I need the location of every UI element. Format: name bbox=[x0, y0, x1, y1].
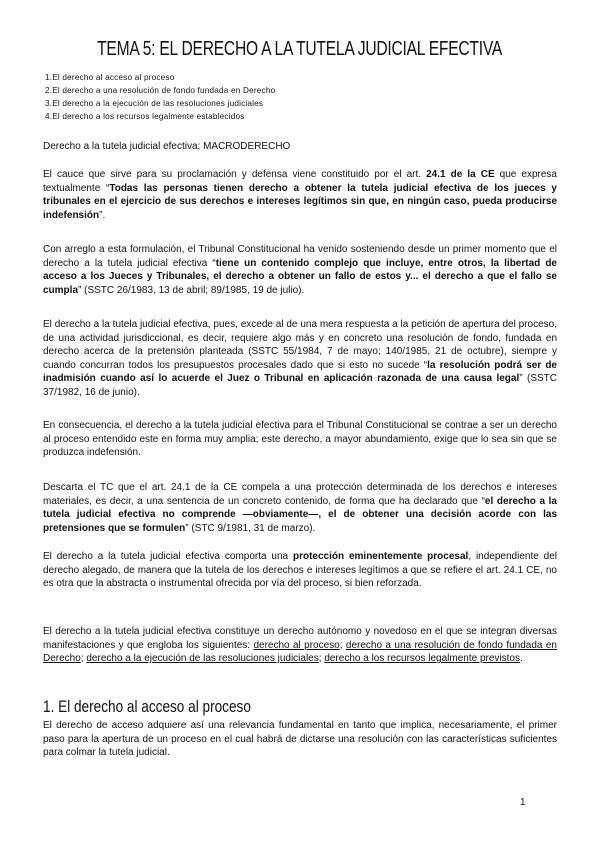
paragraph-proteccion-procesal: El derecho a la tutela judicial efectiva comporta una protección eminentemente procesal, independiente del derecho alegado, de manera que la tutela de los derechos e intereses legítimos a que se refiere el art. 24.1 CE, no es otra que la abstracta o instrumental ofrecida por vía del proceso, si bien reforzada. bbox=[43, 551, 557, 590]
paragraph-tc-doctrine: Con arreglo a esta formulación, el Tribunal Constitucional ha venido sosteniendo desde un primer momento que el derecho a la tutela judicial efectiva “tiene un contenido complejo que incluye, entre otros, la libertad de acceso a los Jueces y Tribunales, el derecho a obtener un fallo de estos y... el derecho a que el fallo se cumpla” (SSTC 26/1983, 13 de abril; 89/1985, 19 de julio). bbox=[43, 244, 557, 296]
page-title: TEMA 5: EL DERECHO A LA TUTELA JUDICIAL EFECTIVA bbox=[97, 38, 503, 60]
paragraph-manifestaciones: El derecho a la tutela judicial efectiva constituye un derecho autónomo y novedoso en el que se integran diversas manifestaciones y que engloba los siguientes: derecho al proceso; derecho a una resolución de fondo fundada en Derecho; derecho a la ejecución de las resoluciones judiciales; derecho a los recursos legalmente previstos. bbox=[43, 626, 557, 665]
paragraph-descarta: Descarta el TC que el art. 24.1 de la CE compela a una protección determinada de los derechos e intereses materiales, es decir, a una sentencia de un concreto contenido, de forma que ha declarado que “el derecho a la tutela judicial efectiva no comprende —obviamente—, el de obtener una decisión acorde con las pretensiones que se formulen” (STC 9/1981, 31 de marzo). bbox=[43, 482, 557, 534]
paragraph-art-24: El cauce que sirve para su proclamación y defensa viene constituido por el art. 24.1 de la CE que expresa textualmente “Todas las personas tienen derecho a obtener la tutela judicial efectiva de los jueces y tribunales en el ejercicio de sus derechos e intereses legítimos sin que, en ningún caso, pueda producirse indefensión”. bbox=[43, 169, 557, 221]
intro-line: Derecho a la tutela judicial efectiva: MACRODERECHO bbox=[43, 141, 291, 152]
toc-item: 4.El derecho a los recursos legalmente establecidos bbox=[45, 112, 245, 121]
toc-item: 1.El derecho al acceso al proceso bbox=[45, 73, 175, 82]
paragraph-derecho-acceso: El derecho de acceso adquiere así una relevancia fundamental en tanto que implica, necesariamente, el primer paso para la apertura de un proceso en el cual habrá de dictarse una resolución con las características suficientes para colmar la tutela judicial. bbox=[43, 720, 557, 759]
page-number: 1 bbox=[520, 797, 526, 808]
table-of-contents bbox=[45, 71, 275, 123]
section-heading: 1. El derecho al acceso al proceso bbox=[43, 697, 251, 716]
toc-item: 2.El derecho a una resolución de fondo fundada en Derecho bbox=[45, 86, 276, 95]
paragraph-consecuencia: En consecuencia, el derecho a la tutela judicial efectiva para el Tribunal Constitucional se contrae a ser un derecho al proceso entendido este en forma muy amplia; este derecho, a mayor abundamiento, exige que lo sea sin que se produzca indefensión. bbox=[43, 420, 557, 459]
paragraph-resolucion-fondo: El derecho a la tutela judicial efectiva, pues, excede al de una mera respuesta a la petición de apertura del proceso, de una actividad jurisdiccional, es decir, requiere algo más y en concreto una resolución de fondo, fundada en derecho acerca de la pretensión planteada (SSTC 55/1984, 7 de mayo; 140/1985, 21 de octubre), siempre y cuando concurran todos los presupuestos procesales dado que si esto no sucede “la resolución podrá ser de inadmisión cuando así lo acuerde el Juez o Tribunal en aplicación razonada de una causa legal” (SSTC 37/1982, 16 de junio). bbox=[43, 319, 558, 398]
toc-item: 3.El derecho a la ejecución de las resoluciones judiciales bbox=[45, 99, 264, 108]
